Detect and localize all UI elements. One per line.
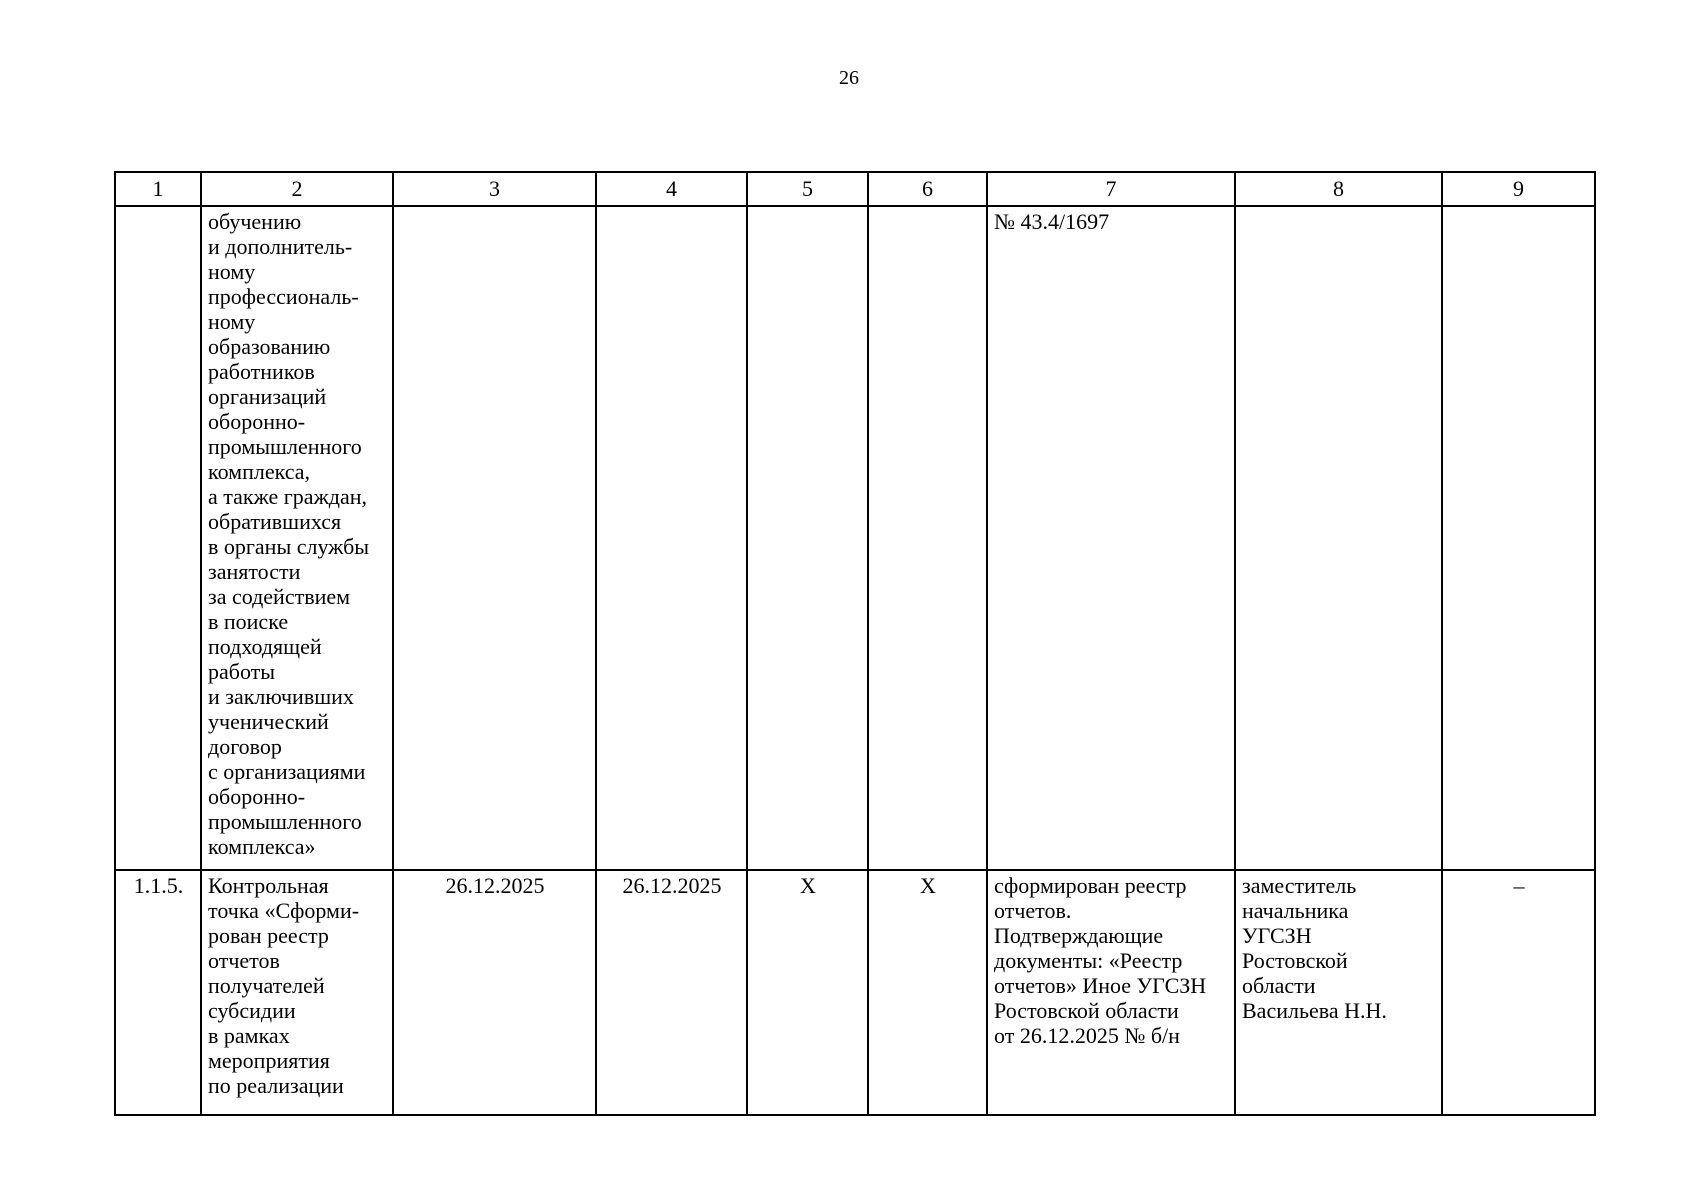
cell-result — [987, 870, 1235, 1115]
cell-empty — [747, 206, 868, 870]
header-col-4: 4 — [596, 172, 747, 206]
row-name-text: Контрольная точка «Сформи- рован реестр отчетов получателей субсидии в рамках мероприятия по реализации — [208, 873, 360, 1098]
table-row-1-1-5 — [115, 870, 1595, 1115]
header-col-9: 9 — [1442, 172, 1595, 206]
cell-col-5 — [747, 870, 868, 1115]
cell-row-name — [201, 870, 393, 1115]
header-col-2: 2 — [201, 172, 393, 206]
cell-date-fact — [596, 870, 747, 1115]
header-col-3: 3 — [393, 172, 596, 206]
header-col-5: 5 — [747, 172, 868, 206]
col-5-text: Х — [800, 873, 816, 898]
cell-empty — [1235, 206, 1442, 870]
continuation-result-text: № 43.4/1697 — [994, 209, 1110, 234]
cell-empty — [868, 206, 987, 870]
cell-responsible — [1235, 870, 1442, 1115]
cell-row-number — [115, 870, 201, 1115]
page-number: 26 — [839, 67, 859, 89]
cell-empty — [115, 206, 201, 870]
row-number-text: 1.1.5. — [133, 873, 184, 898]
date-plan-text: 26.12.2025 — [445, 873, 545, 898]
responsible-text: заместитель начальника УГСЗН Ростовской области Васильева Н.Н. — [1242, 873, 1387, 1023]
header-col-6: 6 — [868, 172, 987, 206]
cell-continuation-result — [987, 206, 1235, 870]
date-fact-text: 26.12.2025 — [622, 873, 722, 898]
cell-col-6 — [868, 870, 987, 1115]
table-header-row — [115, 172, 1595, 206]
col-9-text: – — [1513, 873, 1525, 898]
cell-empty — [393, 206, 596, 870]
cell-date-plan — [393, 870, 596, 1115]
cell-empty — [596, 206, 747, 870]
header-col-7: 7 — [987, 172, 1235, 206]
cell-empty — [1442, 206, 1595, 870]
header-col-1: 1 — [115, 172, 201, 206]
cell-col-9 — [1442, 870, 1595, 1115]
result-text: сформирован реестр отчетов. Подтверждающие документы: «Реестр отчетов» Иное УГСЗН Ростовской области от 26.12.2025 № б/н — [994, 873, 1207, 1048]
cell-continuation-name — [201, 206, 393, 870]
document-table — [114, 171, 1596, 1116]
table-row-continuation — [115, 206, 1595, 870]
continuation-name-text: обучению и дополнитель- ному профессиональ- ному образованию работников организаций оборонно- промышленного комплекса, а также граждан, обратившихся в органы службы занятости за содействием в поиске подходящей работы и заключивших ученический договор с организациями оборонно- промышленного комплекса» — [208, 209, 370, 859]
col-6-text: Х — [920, 873, 936, 898]
header-col-8: 8 — [1235, 172, 1442, 206]
